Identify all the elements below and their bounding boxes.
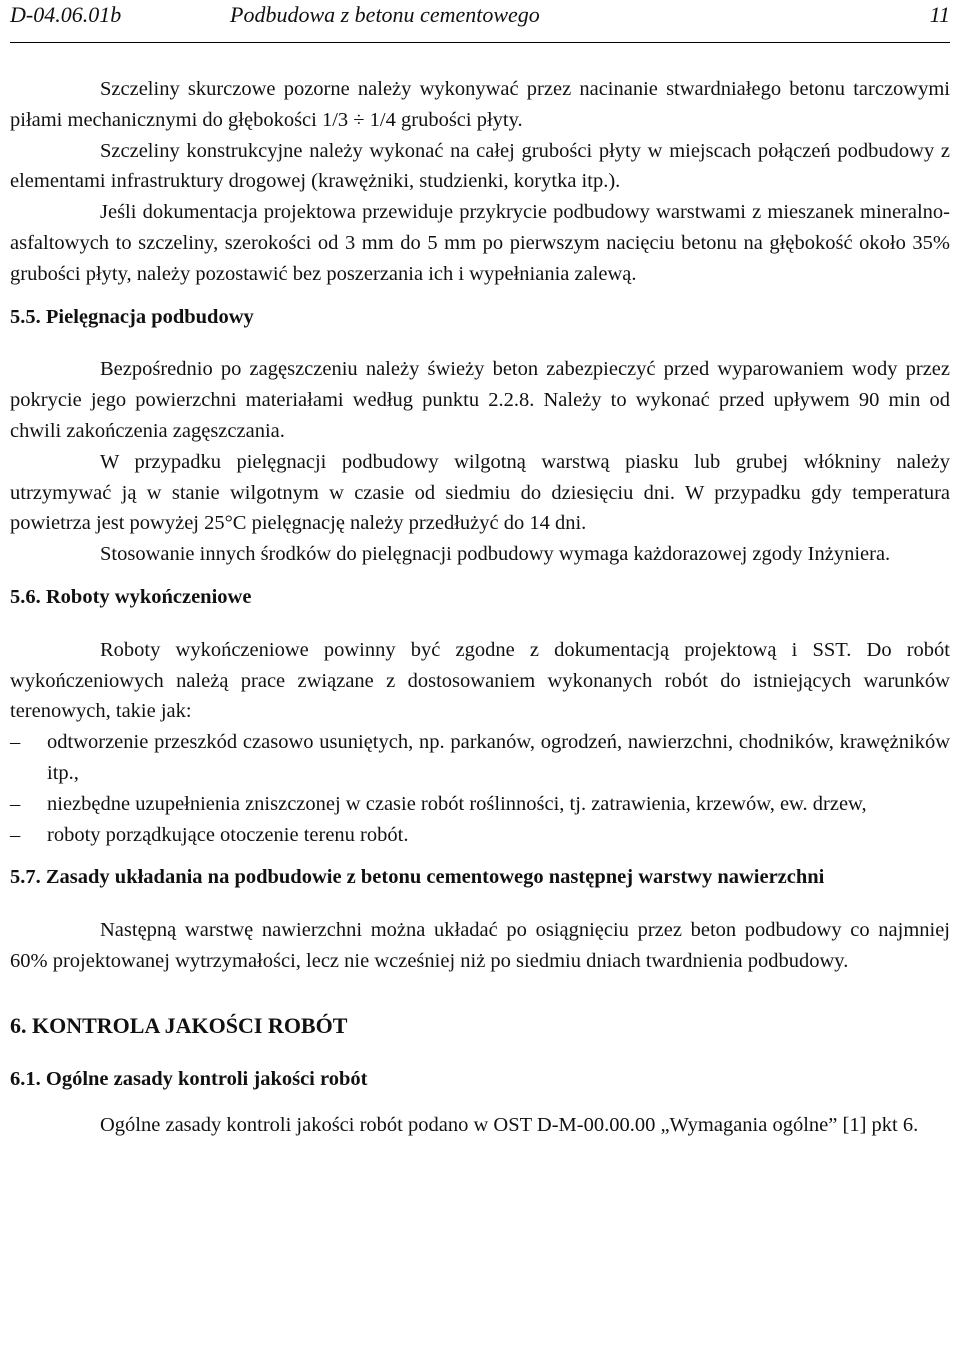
section-number: 6.1. [10, 1067, 41, 1090]
section-number: 5.6. [10, 585, 41, 608]
section-title: KONTROLA JAKOŚCI ROBÓT [32, 1012, 348, 1038]
list-item-text: odtworzenie przeszkód czasowo usuniętych, np. parkanów, ogrodzeń, nawierzchni, chodników, krawężników itp., [47, 731, 950, 784]
section-title: Ogólne zasady kontroli jakości robót [45, 1067, 368, 1090]
list-item-text: niezbędne uzupełnienia zniszczonej w czasie robót roślinności, tj. zatrawienia, krzewów, ew. drzew, [47, 792, 867, 815]
paragraph: Roboty wykończeniowe powinny być zgodne z dokumentacją projektową i SST. Do robót wykończeniowych należą prace związane z dostosowaniem wykonanych robót do istniejących warunków terenowych, takie jak: [10, 638, 950, 723]
section-number: 5.7. [10, 866, 41, 889]
section-number: 5.5. [10, 305, 41, 328]
section-heading-5-7 [10, 862, 950, 893]
paragraph: Następną warstwę nawierzchni można układać po osiągnięciu przez beton podbudowy co najmniej 60% projektowanej wytrzymałości, lecz nie wcześniej niż po siedmiu dniach twardnienia podbudowy. [10, 919, 950, 972]
header-rule [10, 42, 950, 43]
section-title: Pielęgnacja podbudowy [45, 305, 254, 328]
paragraph: Stosowanie innych środków do pielęgnacji podbudowy wymaga każdorazowej zgody Inżyniera. [100, 543, 891, 566]
list-item [10, 820, 950, 851]
paragraph: Bezpośrednio po zagęszczeniu należy świeży beton zabezpieczyć przed wyparowaniem wody przez pokrycie jego powierzchni materiałami według punktu 2.2.8. Należy to wykonać przed upływem 90 min od chwili zakończenia zagęszczania. [10, 358, 950, 442]
list-item [10, 727, 950, 789]
page-number: 11 [929, 2, 950, 27]
dash-bullet: – [10, 731, 21, 754]
document-body [10, 74, 950, 1141]
dash-bullet: – [10, 823, 21, 846]
section-heading-5-6 [10, 582, 950, 613]
paragraph: W przypadku pielęgnacji podbudowy wilgotną warstwą piasku lub grubej włókniny należy utrzymywać ją w stanie wilgotnym w czasie od siedmiu do dziesięciu dni. W przypadku gdy temperatura powietrza jest powyżej 25°C pielęgnację należy przedłużyć do 14 dni. [10, 450, 950, 535]
section-title: Zasady układania na podbudowie z betonu cementowego następnej warstwy nawierzchni [45, 866, 825, 889]
dash-list [10, 727, 950, 850]
chapter-heading-6 [10, 1011, 950, 1042]
paragraph: Szczeliny skurczowe pozorne należy wykonywać przez nacinanie stwardniałego betonu tarczowymi piłami mechanicznymi do głębokości 1/3 ÷ 1/4 grubości płyty. [10, 78, 950, 131]
paragraph: Jeśli dokumentacja projektowa przewiduje przykrycie podbudowy warstwami z mieszanek mineralno-asfaltowych to szczeliny, szerokości od 3 mm do 5 mm po pierwszym nacięciu betonu na głębokość około 35% grubości płyty, należy pozostawić bez poszerzania ich i wypełniania zalewą. [10, 201, 950, 285]
list-item-text: roboty porządkujące otoczenie terenu robót. [47, 823, 409, 846]
paragraph: Szczeliny konstrukcyjne należy wykonać na całej grubości płyty w miejscach połączeń podbudowy z elementami infrastruktury drogowej (krawężniki, studzienki, korytka itp.). [10, 139, 950, 193]
section-heading-6-1 [10, 1064, 950, 1095]
section-number: 6. [10, 1012, 27, 1038]
spec-code: D-04.06.01b [10, 2, 122, 27]
page-header [10, 0, 950, 30]
header-title: Podbudowa z betonu cementowego [230, 2, 540, 27]
list-item [10, 789, 950, 820]
section-title: Roboty wykończeniowe [45, 585, 252, 608]
section-heading-5-5 [10, 302, 950, 333]
dash-bullet: – [10, 792, 21, 815]
paragraph: Ogólne zasady kontroli jakości robót podano w OST D-M-00.00.00 „Wymagania ogólne” [1] pkt 6. [100, 1114, 919, 1137]
